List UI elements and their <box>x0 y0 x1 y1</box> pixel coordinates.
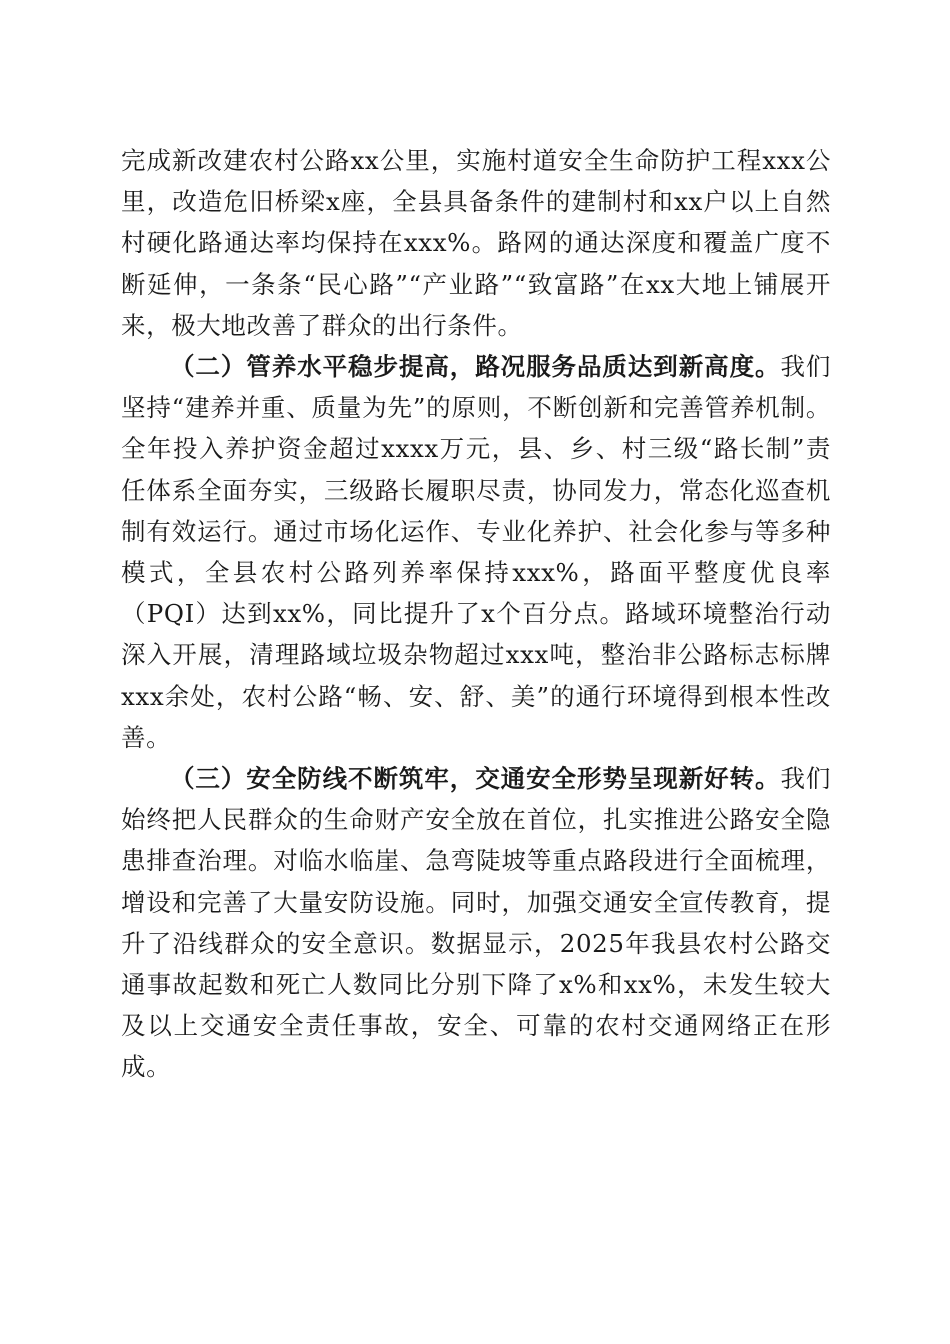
section-heading-safety: （三）安全防线不断筑牢，交通安全形势呈现新好转。 <box>170 764 781 794</box>
section-heading-maintenance: （二）管养水平稳步提高，路况服务品质达到新高度。 <box>170 352 781 382</box>
paragraph-road-construction <box>121 140 831 346</box>
document-body <box>121 140 831 1088</box>
paragraph-safety <box>121 758 831 1088</box>
paragraph-text: 我们坚持“建养并重、质量为先”的原则，不断创新和完善管养机制。全年投入养护资金超过xxxx万元，县、乡、村三级“路长制”责任体系全面夯实，三级路长履职尽责，协同发力，常态化巡查机制有效运行。通过市场化运作、专业化养护、社会化参与等多种模式，全县农村公路列养率保持xxx%，路面平整度优良率（PQI）达到xx%，同比提升了x个百分点。路域环境整治行动深入开展，清理路域垃圾杂物超过xxx吨，整治非公路标志标牌xxx余处，农村公路“畅、安、舒、美”的通行环境得到根本性改善。 <box>121 352 831 752</box>
paragraph-text: 我们始终把人民群众的生命财产安全放在首位，扎实推进公路安全隐患排查治理。对临水临崖、急弯陡坡等重点路段进行全面梳理，增设和完善了大量安防设施。同时，加强交通安全宣传教育，提升了沿线群众的安全意识。数据显示，2025年我县农村公路交通事故起数和死亡人数同比分别下降了x%和xx%，未发生较大及以上交通安全责任事故，安全、可靠的农村交通网络正在形成。 <box>121 764 831 1082</box>
paragraph-maintenance <box>121 346 831 758</box>
paragraph-text: 完成新改建农村公路xx公里，实施村道安全生命防护工程xxx公里，改造危旧桥梁x座，全县具备条件的建制村和xx户以上自然村硬化路通达率均保持在xxx%。路网的通达深度和覆盖广度不断延伸，一条条“民心路”“产业路”“致富路”在xx大地上铺展开来，极大地改善了群众的出行条件。 <box>121 146 831 340</box>
